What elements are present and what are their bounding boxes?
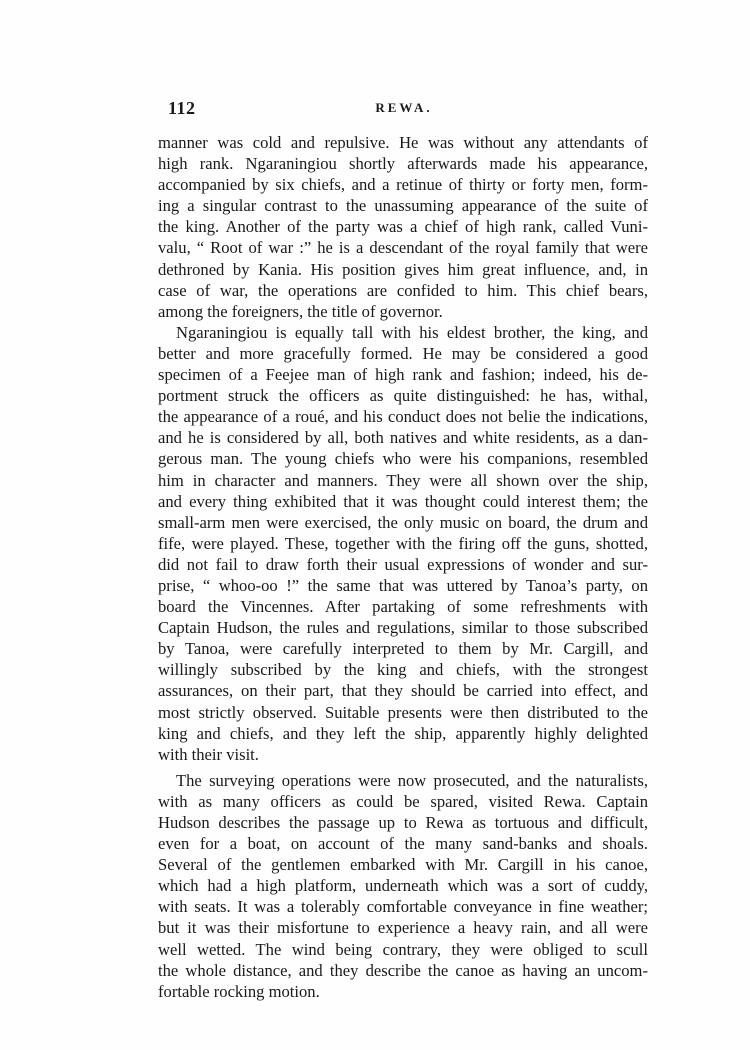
text-line: better and more gracefully formed. He may be considered a good <box>158 343 648 363</box>
text-line: gerous man. The young chiefs who were his companions, resembled <box>158 449 648 469</box>
text-line: king and chiefs, and they left the ship, apparently highly delighted <box>158 723 648 743</box>
page-number: 112 <box>168 98 196 118</box>
text-line: small-arm men were exercised, the only music on board, the drum and <box>158 512 648 532</box>
text-line: Ngaraningiou is equally tall with his eldest brother, the king, and <box>176 322 648 342</box>
text-line: valu, “ Root of war :” he is a descendant of the royal family that were <box>158 238 648 258</box>
paragraph-2 <box>158 322 648 765</box>
text-line: but it was their misfortune to experience a heavy rain, and all were <box>158 918 648 938</box>
text-line: among the foreigners, the title of governor. <box>158 301 443 321</box>
text-line: The surveying operations were now prosecuted, and the naturalists, <box>176 770 648 790</box>
text-line: case of war, the operations are confided to him. This chief bears, <box>158 280 648 300</box>
running-title: REWA. <box>375 100 433 115</box>
text-line: portment struck the officers as quite distinguished: he has, withal, <box>158 386 648 406</box>
body-text <box>158 132 648 1002</box>
text-line: Captain Hudson, the rules and regulations, similar to those subscribed <box>158 618 648 638</box>
text-line: by Tanoa, were carefully interpreted to them by Mr. Cargill, and <box>158 639 648 659</box>
text-line: the whole distance, and they describe the canoe as having an uncom- <box>158 960 648 980</box>
text-line: the king. Another of the party was a chief of high rank, called Vuni- <box>158 217 648 237</box>
text-line: and every thing exhibited that it was thought could interest them; the <box>158 491 648 511</box>
text-line: well wetted. The wind being contrary, they were obliged to scull <box>158 939 648 959</box>
text-line: assurances, on their part, that they should be carried into effect, and <box>158 681 648 701</box>
text-line: high rank. Ngaraningiou shortly afterwards made his appearance, <box>158 154 648 174</box>
text-line: which had a high platform, underneath which was a sort of cuddy, <box>158 876 648 896</box>
text-line: the appearance of a roué, and his conduct does not belie the indications, <box>158 407 648 427</box>
text-line: most strictly observed. Suitable presents were then distributed to the <box>158 702 648 722</box>
text-line: Hudson describes the passage up to Rewa as tortuous and difficult, <box>158 813 648 832</box>
text-line: fife, were played. These, together with the firing off the guns, shotted, <box>158 533 648 553</box>
text-line: did not fail to draw forth their usual expressions of wonder and sur- <box>158 554 648 574</box>
running-head <box>168 98 640 122</box>
text-line: with their visit. <box>158 744 259 764</box>
text-line: and he is considered by all, both natives and white residents, as a dan- <box>158 428 648 448</box>
text-line: manner was cold and repulsive. He was without any attendants of <box>158 133 648 152</box>
text-line: specimen of a Feejee man of high rank and fashion; indeed, his de- <box>158 365 648 385</box>
text-line: with as many officers as could be spared, visited Rewa. Captain <box>158 791 648 811</box>
text-line: fortable rocking motion. <box>158 981 320 1001</box>
text-line: ing a singular contrast to the unassuming appearance of the suite of <box>158 196 648 216</box>
text-line: board the Vincennes. After partaking of some refreshments with <box>158 597 648 617</box>
text-line: even for a boat, on account of the many sand-banks and shoals. <box>158 834 648 854</box>
text-line: prise, “ whoo-oo !” the same that was uttered by Tanoa’s party, on <box>158 575 648 595</box>
text-line: with seats. It was a tolerably comfortable conveyance in fine weather; <box>158 897 648 917</box>
paragraph-3 <box>158 770 648 1002</box>
text-line: Several of the gentlemen embarked with Mr. Cargill in his canoe, <box>158 855 648 875</box>
text-line: willingly subscribed by the king and chiefs, with the strongest <box>158 660 648 680</box>
paragraph-1 <box>158 132 648 322</box>
text-line: him in character and manners. They were all shown over the ship, <box>158 470 648 490</box>
text-line: dethroned by Kania. His position gives him great influence, and, in <box>158 259 648 279</box>
text-line: accompanied by six chiefs, and a retinue of thirty or forty men, form- <box>158 175 648 195</box>
